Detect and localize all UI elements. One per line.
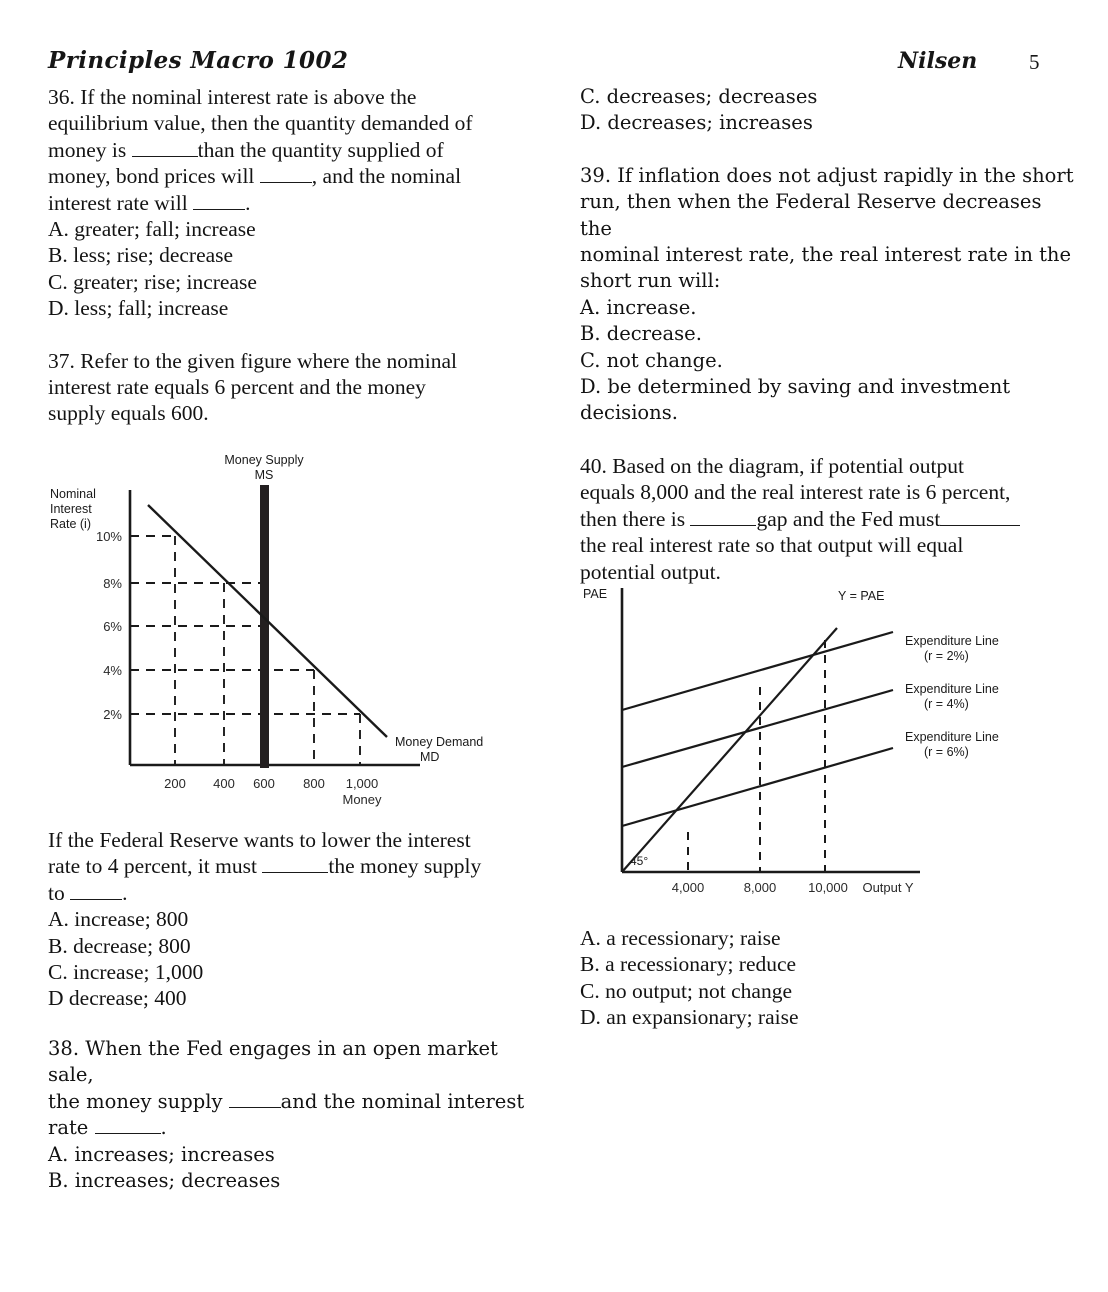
q38-option-c[interactable]: C. decreases; decreases bbox=[580, 85, 818, 108]
q40-line2: equals 8,000 and the real interest rate is 6 percent, bbox=[580, 480, 1011, 505]
money-xtick-400: 400 bbox=[213, 776, 235, 791]
q36-line5a: interest rate will bbox=[48, 190, 188, 215]
expenditure-line-r4 bbox=[622, 690, 893, 767]
right-column bbox=[580, 84, 1075, 585]
spacer bbox=[580, 427, 1075, 453]
q38-blank-2 bbox=[95, 1133, 161, 1134]
pae-45-degree-line bbox=[622, 628, 837, 872]
q36-blank-1 bbox=[132, 156, 198, 157]
question-36 bbox=[48, 84, 543, 322]
q40-line4: the real interest rate so that output will equal bbox=[580, 533, 964, 558]
money-ytick-10: 10% bbox=[95, 529, 122, 544]
q38-line1: 38. When the Fed engages in an open market sale, bbox=[48, 1037, 498, 1087]
q37-follow-line2b: the money supply bbox=[328, 854, 482, 879]
q36-line5b: . bbox=[245, 190, 251, 215]
pae-ylabel: PAE bbox=[583, 587, 608, 601]
expenditure-figure bbox=[575, 580, 1005, 905]
q37-line2: interest rate equals 6 percent and the money bbox=[48, 375, 426, 400]
question-40 bbox=[580, 453, 1075, 585]
q38-line3b: . bbox=[160, 1116, 167, 1140]
q37-follow-line2 bbox=[48, 853, 543, 879]
q36-option-d[interactable]: D. less; fall; increase bbox=[48, 296, 229, 321]
spacer bbox=[48, 322, 543, 348]
money-ytick-6: 6% bbox=[103, 619, 122, 634]
q37-option-d[interactable]: D decrease; 400 bbox=[48, 986, 187, 1011]
expenditure-line-r4-label-line1: Expenditure Line bbox=[905, 682, 999, 696]
expenditure-line-r2-label-line1: Expenditure Line bbox=[905, 634, 999, 648]
expenditure-line-r6-label-line2: (r = 6%) bbox=[924, 745, 969, 759]
q37-follow-line3 bbox=[48, 880, 543, 906]
q36-line5 bbox=[48, 190, 543, 216]
q39-option-c[interactable]: C. not change. bbox=[580, 348, 723, 372]
q39-option-d-cont: decisions. bbox=[580, 401, 678, 425]
q38-line2 bbox=[48, 1089, 548, 1115]
money-ylabel-line2: Interest bbox=[50, 502, 92, 516]
q39-line2: run, then when the Federal Reserve decreases the bbox=[580, 190, 1042, 240]
q36-option-a[interactable]: A. greater; fall; increase bbox=[48, 217, 256, 242]
q40-blank-2 bbox=[940, 525, 1020, 526]
q40-line1: 40. Based on the diagram, if potential output bbox=[580, 453, 964, 478]
q40-line3 bbox=[580, 506, 1075, 532]
q36-option-b[interactable]: B. less; rise; decrease bbox=[48, 243, 234, 268]
money-ylabel-line3: Rate (i) bbox=[50, 517, 91, 531]
pae-xtick-4000: 4,000 bbox=[671, 880, 705, 895]
expenditure-line-r6 bbox=[622, 748, 893, 826]
pae-dashed-guides bbox=[688, 640, 825, 872]
question-40-options bbox=[580, 925, 1040, 1031]
q36-line4b: , and the nominal bbox=[311, 164, 462, 189]
q38-option-d[interactable]: D. decreases; increases bbox=[580, 111, 813, 135]
money-market-figure bbox=[40, 445, 510, 820]
q37-option-b[interactable]: B. decrease; 800 bbox=[48, 933, 191, 958]
q38-line3 bbox=[48, 1115, 548, 1141]
q38-option-b[interactable]: B. increases; decreases bbox=[48, 1169, 281, 1193]
q36-line3a: money is bbox=[48, 137, 127, 162]
money-xtick-600: 600 bbox=[253, 776, 275, 791]
money-ytick-8: 8% bbox=[103, 576, 122, 591]
q36-option-c[interactable]: C. greater; rise; increase bbox=[48, 269, 257, 294]
expenditure-line-r4-label-line2: (r = 4%) bbox=[924, 697, 969, 711]
money-demand-label-line1: Money Demand bbox=[395, 735, 484, 749]
q40-line3a: then there is bbox=[580, 506, 686, 531]
pae-y-equals-pae-label: Y = PAE bbox=[838, 589, 885, 603]
q37-option-c[interactable]: C. increase; 1,000 bbox=[48, 960, 204, 985]
money-xtick-200: 200 bbox=[164, 776, 186, 791]
q36-line4a: money, bond prices will bbox=[48, 164, 255, 189]
question-37 bbox=[48, 348, 543, 427]
q40-option-b[interactable]: B. a recessionary; reduce bbox=[580, 952, 797, 977]
money-demand-label-line2: MD bbox=[420, 750, 440, 764]
money-ytick-4: 4% bbox=[103, 663, 122, 678]
q37-blank-1 bbox=[262, 872, 328, 873]
course-title: Principles Macro 1002 bbox=[48, 47, 349, 74]
question-38 bbox=[48, 1036, 548, 1194]
q37-follow-line3a: to bbox=[48, 880, 65, 905]
q37-follow-line1: If the Federal Reserve wants to lower the interest bbox=[48, 828, 471, 852]
q36-line1: 36. If the nominal interest rate is above the bbox=[48, 85, 417, 109]
q36-line3b: than the quantity supplied of bbox=[197, 137, 444, 162]
q40-option-c[interactable]: C. no output; not change bbox=[580, 978, 792, 1003]
money-xlabel: Money bbox=[342, 792, 382, 807]
pae-xlabel: Output Y bbox=[862, 880, 914, 895]
q37-line3: supply equals 600. bbox=[48, 401, 209, 426]
q40-option-a[interactable]: A. a recessionary; raise bbox=[580, 926, 781, 950]
money-xtick-800: 800 bbox=[303, 776, 325, 791]
q40-line5: potential output. bbox=[580, 559, 721, 584]
money-xtick-1000: 1,000 bbox=[345, 776, 379, 791]
money-supply-label-line1: Money Supply bbox=[224, 453, 304, 467]
q40-blank-1 bbox=[690, 525, 756, 526]
pae-xtick-10000: 10,000 bbox=[808, 880, 848, 895]
spacer bbox=[580, 137, 1075, 163]
money-supply-label-line2: MS bbox=[254, 468, 274, 482]
q39-option-d[interactable]: D. be determined by saving and investment bbox=[580, 375, 1011, 399]
question-39 bbox=[580, 163, 1075, 427]
money-dashed-guides bbox=[130, 536, 360, 765]
q38-line2a: the money supply bbox=[48, 1089, 223, 1113]
expenditure-line-r2 bbox=[622, 632, 893, 710]
q37-blank-2 bbox=[70, 899, 122, 900]
pae-45-degree-label: 45° bbox=[630, 854, 649, 868]
q37-follow-line2a: rate to 4 percent, it must bbox=[48, 854, 257, 879]
instructor-name: Nilsen bbox=[898, 48, 978, 74]
q38-blank-1 bbox=[229, 1107, 281, 1108]
q40-line3b: gap and the Fed must bbox=[756, 506, 941, 531]
q36-blank-2 bbox=[260, 182, 312, 183]
question-37-followup bbox=[48, 827, 543, 1012]
q39-line1: 39. If inflation does not adjust rapidly in the short bbox=[580, 163, 1074, 187]
money-ylabel-line1: Nominal bbox=[50, 487, 96, 501]
q36-line4 bbox=[48, 163, 543, 189]
page-number: 5 bbox=[1029, 50, 1040, 74]
q39-line4: short run will: bbox=[580, 269, 721, 293]
q38-line3a: rate bbox=[48, 1116, 89, 1140]
pae-xtick-8000: 8,000 bbox=[743, 880, 777, 895]
q36-line2: equilibrium value, then the quantity demanded of bbox=[48, 111, 473, 136]
money-ytick-2: 2% bbox=[103, 707, 122, 722]
q39-line3: nominal interest rate, the real interest rate in the bbox=[580, 243, 1072, 267]
q37-follow-line3b: . bbox=[122, 880, 128, 905]
q39-option-a[interactable]: A. increase. bbox=[580, 295, 697, 319]
q37-option-a[interactable]: A. increase; 800 bbox=[48, 907, 189, 932]
q38-line2b: and the nominal interest bbox=[280, 1089, 525, 1113]
expenditure-line-r2-label-line2: (r = 2%) bbox=[924, 649, 969, 663]
q36-line3 bbox=[48, 137, 543, 163]
q38-option-a[interactable]: A. increases; increases bbox=[48, 1142, 275, 1166]
q39-option-b[interactable]: B. decrease. bbox=[580, 322, 702, 346]
expenditure-line-r6-label-line1: Expenditure Line bbox=[905, 730, 999, 744]
q40-option-d[interactable]: D. an expansionary; raise bbox=[580, 1005, 799, 1030]
left-column bbox=[48, 84, 543, 427]
money-supply-curve bbox=[260, 485, 269, 768]
q37-line1: 37. Refer to the given figure where the nominal bbox=[48, 348, 457, 373]
q36-blank-3 bbox=[193, 209, 245, 210]
